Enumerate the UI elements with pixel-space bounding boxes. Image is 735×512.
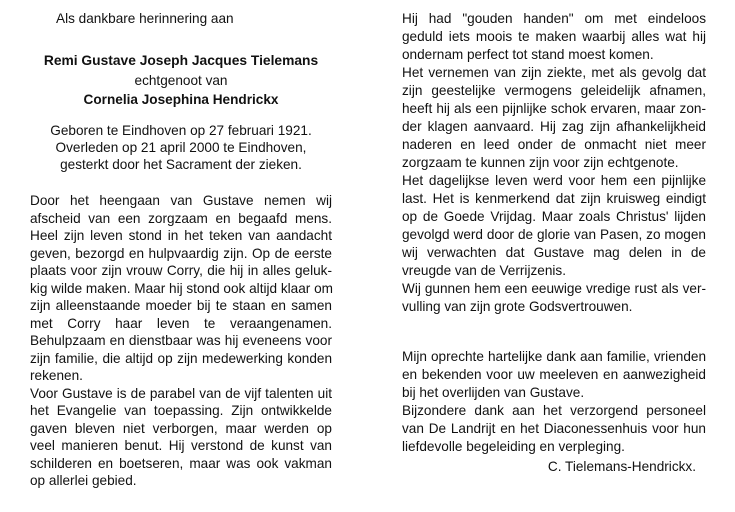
body-line: zorgzaam te kunnen zijn voor zijn echtgenote. <box>402 155 679 170</box>
body-line: zijn alleenstaande moeder bij te staan en samen <box>30 298 332 313</box>
thanks-line: Mijn oprechte hartelijke dank aan familie, vrienden <box>402 349 706 364</box>
body-line: plaats voor zijn vrouw Corry, die hij in alles geluk- <box>30 263 332 278</box>
body-line: op de Goede Vrijdag. Maar zoals Christus' lijden <box>402 209 706 224</box>
thanks-line: van De Landrijt en het Diaconessenhuis voor hun <box>402 421 706 436</box>
body-line: vreugde van de Verrijzenis. <box>402 263 566 278</box>
body-line: naderen en leed onder de onmacht niet meer <box>402 137 706 152</box>
body-line: veel manieren benut. Hij verstond de kunst van <box>30 438 332 453</box>
body-line: gevolgd werd door de glorie van Pasen, zo mogen <box>402 227 706 242</box>
body-line: geduld iets moois te maken waarbij alles wat hij <box>402 29 706 44</box>
body-line: Door het heengaan van Gustave nemen wij <box>30 193 332 208</box>
thanks-line: en bekenden voor uw meeleven en aanwezigheid <box>402 367 706 382</box>
sacrament-line: gesterkt door het Sacrament der zieken. <box>60 157 302 172</box>
body-line: Het vernemen van zijn ziekte, met als gevolg dat <box>402 65 706 80</box>
body-line: zijn geestelijke vermogens geleidelijk afnamen, <box>402 83 706 98</box>
body-line: zijn familie, die altijd op zijn medewerking konden <box>30 351 332 366</box>
body-line: schilderen en boetseren, maar was ook vakman <box>30 456 332 471</box>
body-line: last. Het is kenmerkend dat zijn kruisweg eindigt <box>402 191 706 206</box>
body-line: Heel zijn leven stond in het teken van aandacht <box>30 228 332 243</box>
body-line: ondernam perfect tot stand moest komen. <box>402 47 654 62</box>
body-line: afscheid van een zorgzaam en begaafd mens. <box>30 211 332 226</box>
thanks-line: Bijzondere dank aan het verzorgend personeel <box>402 403 706 418</box>
body-line: kig wilde maken. Maar hij stond ook altijd klaar om <box>30 281 333 296</box>
body-line: Wij gunnen hem een eeuwige vredige rust als ver- <box>402 281 706 296</box>
spouse-name: Cornelia Josephina Hendrickx <box>83 92 279 107</box>
thanks-line: liefdevolle begeleiding en verpleging. <box>402 439 625 454</box>
body-line: heeft hij als een pijnlijke schok ervaren, maar zon- <box>402 101 706 116</box>
body-line: Behulpzaam en dienstbaar was hij eveneens voor <box>30 333 332 348</box>
relation-text: echtgenoot van <box>134 73 228 88</box>
body-line: rekenen. <box>30 368 83 383</box>
body-line: wij verwachten dat Gustave mag delen in de <box>402 245 706 260</box>
body-line: Hij had "gouden handen" om met eindeloos <box>402 11 706 26</box>
body-line: gaven bleven niet verborgen, maar werden op <box>30 421 332 436</box>
thanks-line: bij het overlijden van Gustave. <box>402 385 585 400</box>
signature: C. Tielemans-Hendrickx. <box>547 459 696 474</box>
body-line: met Corry haar leven te veraangenamen. <box>30 316 332 331</box>
body-line: der klagen aanvaard. Hij zag zijn afhankelijkheid <box>402 119 706 134</box>
body-line: geven, bezorgd en hulpvaardig zijn. Op de eerste <box>30 246 332 261</box>
deceased-name: Remi Gustave Joseph Jacques Tielemans <box>43 53 319 68</box>
birth-line: Geboren te Eindhoven op 27 februari 1921. <box>50 123 312 138</box>
body-line: Voor Gustave is de parabel van de vijf talenten uit <box>30 386 332 401</box>
body-line: Het dagelijkse leven werd voor hem een pijnlijke <box>402 173 706 188</box>
death-line: Overleden op 21 april 2000 te Eindhoven, <box>55 140 307 155</box>
intro-text: Als dankbare herinnering aan <box>56 11 234 26</box>
body-line: op allerlei gebied. <box>30 473 137 488</box>
body-line: vulling van zijn grote Godsvertrouwen. <box>402 299 633 314</box>
body-line: het Evangelie van toepassing. Zijn ontwikkelde <box>30 403 332 418</box>
